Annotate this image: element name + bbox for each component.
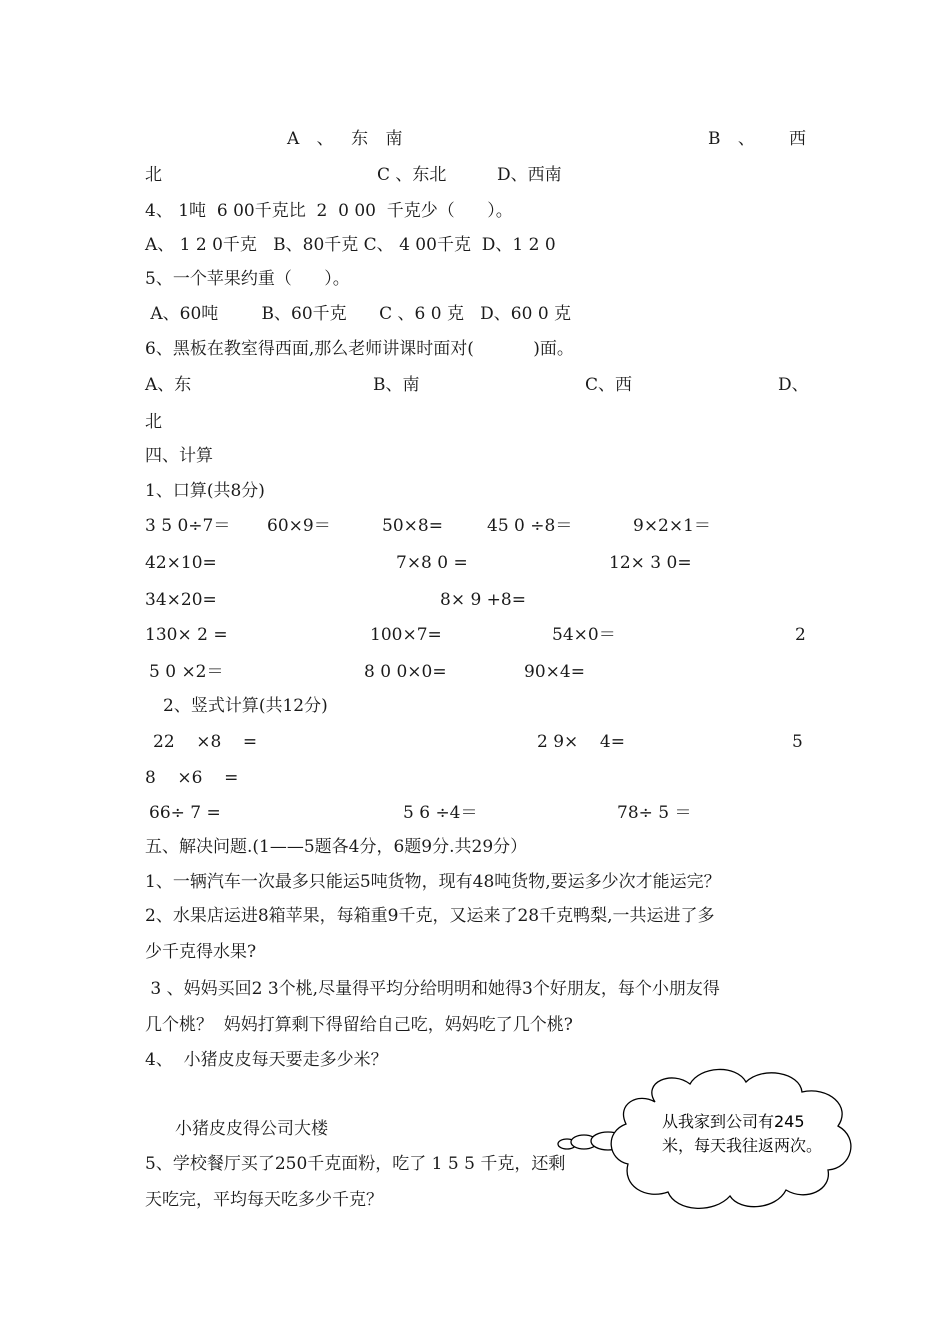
- vertical-item: 22 ×8 =: [153, 732, 258, 752]
- vertical-item: 66÷ 7 =: [149, 803, 221, 823]
- problem-1: 1、一辆汽车一次最多只能运5吨货物，现有48吨货物,要运多少次才能运完？: [145, 872, 721, 892]
- oral-item: 130× 2 =: [145, 625, 228, 645]
- q6-option-a: A、东: [145, 375, 192, 395]
- oral-item: 2: [795, 625, 806, 645]
- thought-bubble-text: 从我家到公司有245米，每天我往返两次。: [662, 1112, 823, 1155]
- oral-item: 42×10=: [145, 553, 217, 573]
- problem-2-line2: 少千克得水果?: [145, 942, 257, 962]
- oral-item: 60×9＝: [267, 516, 331, 536]
- q3-option-b: B 、: [708, 129, 755, 149]
- problem-5-line2: 天吃完，平均每天吃多少千克？: [145, 1190, 383, 1210]
- problem-5-line1: 5、学校餐厅买了250千克面粉，吃了 1 5 5 千克，还剩: [145, 1154, 566, 1174]
- oral-item: 3 5 0÷7＝: [145, 516, 231, 536]
- vertical-item: 5: [792, 732, 803, 752]
- q6-option-d: D、: [778, 375, 809, 395]
- q3-option-d: D、西南: [497, 165, 562, 185]
- oral-item: 12× 3 0=: [609, 553, 692, 573]
- oral-item: 8× 9 +8=: [440, 590, 526, 610]
- section4-heading: 四、计算: [145, 446, 213, 466]
- oral-item: 100×7=: [370, 625, 442, 645]
- oral-item: 7×8 0 =: [396, 553, 468, 573]
- q6-option-c: C、西: [585, 375, 633, 395]
- q6-option-b: B、南: [373, 375, 420, 395]
- oral-item: 54×0＝: [552, 625, 616, 645]
- oral-item: 8 0 0×0=: [364, 662, 447, 682]
- problem-4: 4、 小猪皮皮每天要走多少米？: [145, 1050, 388, 1070]
- q3-option-b-cont: 北: [145, 165, 162, 185]
- q5-question: 5、一个苹果约重（ ）。: [145, 269, 350, 289]
- vertical-item: 5 6 ÷4＝: [403, 803, 478, 823]
- q3-option-c: C 、东北: [377, 165, 447, 185]
- oral-calc-title: 1、口算(共8分): [145, 481, 265, 501]
- oral-item: 9×2×1＝: [633, 516, 711, 536]
- q4-question: 4、 1吨 6 00千克比 2 0 00 千克少（ ）。: [145, 201, 513, 221]
- problem-3-line2: 几个桃？ 妈妈打算剩下得留给自己吃，妈妈吃了几个桃?: [145, 1015, 573, 1035]
- oral-item: 90×4=: [524, 662, 585, 682]
- oral-item: 5 0 ×2＝: [149, 662, 224, 682]
- q3-option-a: A 、 东 南: [287, 129, 403, 149]
- problem-2-line1: 2、水果店运进8箱苹果，每箱重9千克，又运来了28千克鸭梨,一共运进了多: [145, 906, 715, 926]
- q6-question: 6、黑板在教室得西面,那么老师讲课时面对( )面。: [145, 339, 574, 359]
- problem-3-line1: 3 、妈妈买回2 3个桃,尽量得平均分给明明和她得3个好朋友，每个小朋友得: [145, 979, 720, 999]
- oral-item: 34×20=: [145, 590, 217, 610]
- q3-option-b-end: 西: [789, 129, 806, 149]
- building-label: 小猪皮皮得公司大楼: [175, 1119, 328, 1139]
- vertical-item: 2 9× 4=: [537, 732, 625, 752]
- vertical-calc-title: 2、竖式计算(共12分): [163, 696, 328, 716]
- q6-option-d-cont: 北: [145, 412, 162, 432]
- section5-heading: 五、解决问题.(1——5题各4分，6题9分.共29分）: [145, 837, 528, 857]
- vertical-item-cont: 8 ×6 =: [145, 768, 239, 788]
- q4-options: A、 1 2 0千克 B、80千克 C、 4 00千克 D、1 2 0: [145, 235, 556, 255]
- q5-options: A、60吨 B、60千克 C 、6 0 克 D、60 0 克: [145, 304, 572, 324]
- oral-item: 50×8=: [382, 516, 443, 536]
- oral-item: 45 0 ÷8＝: [487, 516, 573, 536]
- vertical-item: 78÷ 5 ＝: [617, 803, 692, 823]
